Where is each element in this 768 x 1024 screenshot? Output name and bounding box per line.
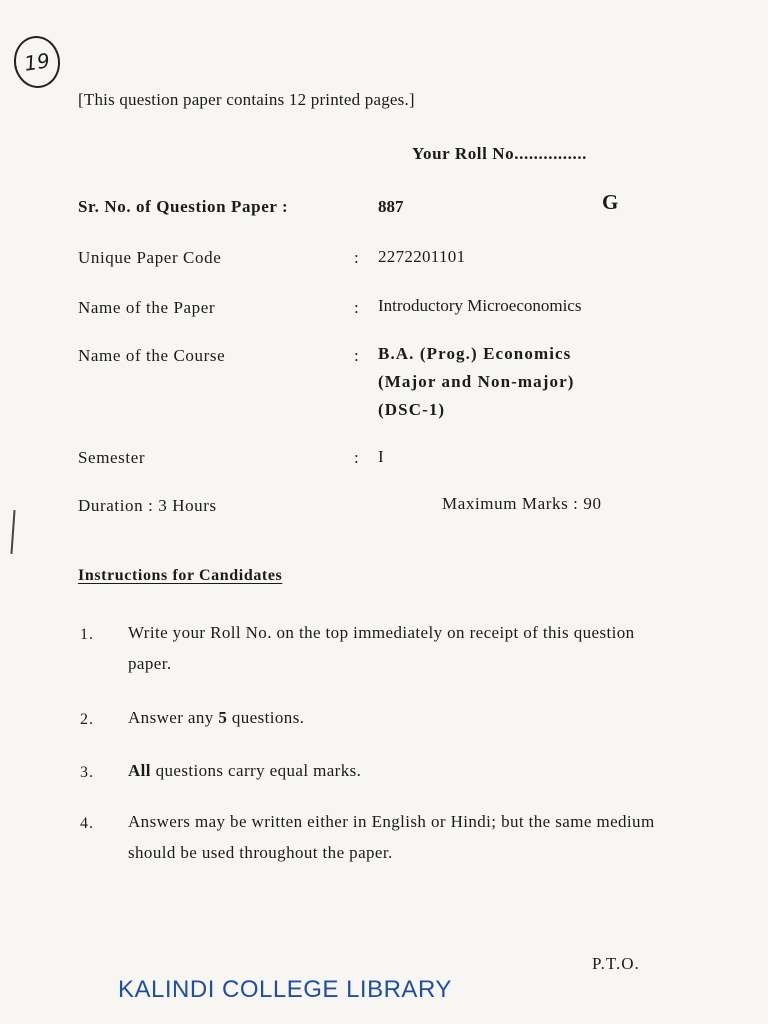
handwritten-page-number: 19 (11, 33, 64, 91)
course-line-2: (Major and Non-major) (378, 372, 575, 391)
instruction-1-text: Write your Roll No. on the top immediately on receipt of this question paper. (128, 623, 635, 673)
pto: P.T.O. (592, 954, 640, 973)
instruction-1-num: 1. (80, 626, 94, 643)
instruction-4-text: Answers may be written either in English or Hindi; but the same medium should be used throughout the paper. (128, 812, 655, 862)
semester-colon: : (354, 448, 359, 467)
instruction-3 (128, 755, 668, 786)
instruction-4-num: 4. (80, 815, 94, 832)
max-marks: Maximum Marks : 90 (442, 494, 602, 513)
course-line-3: (DSC-1) (378, 400, 446, 419)
pages-note: [This question paper contains 12 printed pages.] (78, 90, 415, 109)
roll-no: Your Roll No............... (412, 144, 588, 163)
semester-value: I (378, 447, 384, 466)
paper-name-label: Name of the Paper (78, 298, 216, 317)
duration: Duration : 3 Hours (78, 496, 217, 515)
instruction-3-post: questions carry equal marks. (150, 761, 362, 780)
course-label: Name of the Course (78, 346, 226, 365)
instruction-2-num: 2. (80, 711, 94, 728)
scan-edge-mark (10, 510, 15, 554)
instruction-1 (128, 617, 668, 679)
instruction-3-bold: All (128, 761, 151, 780)
instruction-2 (128, 702, 668, 733)
course-line-1: B.A. (Prog.) Economics (378, 344, 572, 363)
instruction-2-bold: 5 (218, 708, 228, 727)
sr-no-value: 887 (378, 197, 404, 216)
semester-label: Semester (78, 448, 146, 467)
paper-name-value: Introductory Microeconomics (378, 296, 582, 315)
sr-no-label: Sr. No. of Question Paper : (78, 197, 289, 216)
instruction-3-num: 3. (80, 764, 94, 781)
instructions-heading: Instructions for Candidates (78, 567, 283, 584)
course-colon: : (354, 346, 359, 365)
instruction-4 (128, 806, 673, 868)
set-code: G (602, 190, 619, 214)
upc-value: 2272201101 (378, 247, 466, 266)
upc-label: Unique Paper Code (78, 248, 222, 267)
course-value (378, 340, 668, 424)
instruction-2-pre: Answer any (128, 708, 219, 727)
paper-name-colon: : (354, 298, 359, 317)
upc-colon: : (354, 248, 359, 267)
instruction-2-post: questions. (227, 708, 305, 727)
library-stamp: KALINDI COLLEGE LIBRARY (118, 976, 452, 1003)
